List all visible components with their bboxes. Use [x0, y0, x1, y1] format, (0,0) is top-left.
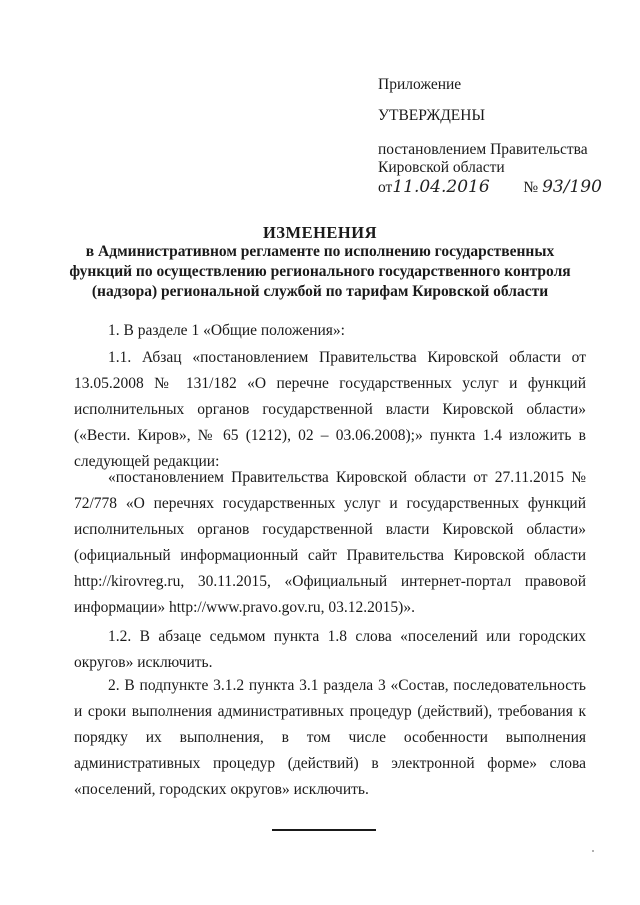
paragraph-1-1-quote: «постановлением Правительства Кировской области от 27.11.2015 № 72/778 «О перечнях государственных услуг и государственных функций исполнительных органов государственной власти Кировской области» (официальный информационный сайт Правительства Кировской области http://kirovreg.ru, 30.11.2015, «Официальный интернет-портал правовой информации» http://www.pravo.gov.ru, 03.12.2015)».	[74, 469, 586, 616]
paragraph-1-1: 1.1. Абзац «постановлением Правительства Кировской области от 13.05.2008 № 131/182 «О перечне государственных услуг и функций исполнительных органов государственной власти Кировской области» («Вести. Киров», № 65 (1212), 02 – 03.06.2008);» пункта 1.4 изложить в следующей редакции:	[74, 349, 586, 470]
paragraph-1-2: 1.2. В абзаце седьмом пункта 1.8 слова «поселений или городских округов» исключить.	[74, 628, 586, 671]
number-prefix: №	[523, 179, 539, 196]
paragraph-1: 1. В разделе 1 «Общие положения»:	[108, 322, 345, 339]
appendix-label: Приложение	[378, 76, 462, 93]
date-prefix: от	[378, 179, 393, 196]
title-line-3: (надзора) региональной службой по тарифам Кировской области	[91, 283, 549, 300]
handwritten-date: 11.04.2016	[392, 177, 490, 197]
approved-label: УТВЕРЖДЕНЫ	[378, 107, 485, 124]
document-title: ИЗМЕНЕНИЯ	[262, 223, 378, 242]
scan-speck	[592, 850, 594, 852]
closing-rule	[272, 829, 376, 831]
resolution-line-1: постановлением Правительства	[378, 141, 588, 158]
paragraph-2: 2. В подпункте 3.1.2 пункта 3.1 раздела 3 «Состав, последовательность и сроки выполнения административных процедур (действий), требования к порядку их выполнения, в том числе особенности выполнения административных процедур (действий) в электронной форме» слова «поселений, городских округов» исключить.	[74, 677, 586, 798]
title-line-2: функций по осуществлению регионального государственного контроля	[69, 263, 571, 280]
resolution-line-2: Кировской области	[378, 159, 505, 176]
date-number-line	[378, 177, 602, 197]
handwritten-number: 93/190	[542, 177, 602, 197]
title-line-1: в Административном регламенте по исполнению государственных	[85, 243, 555, 260]
